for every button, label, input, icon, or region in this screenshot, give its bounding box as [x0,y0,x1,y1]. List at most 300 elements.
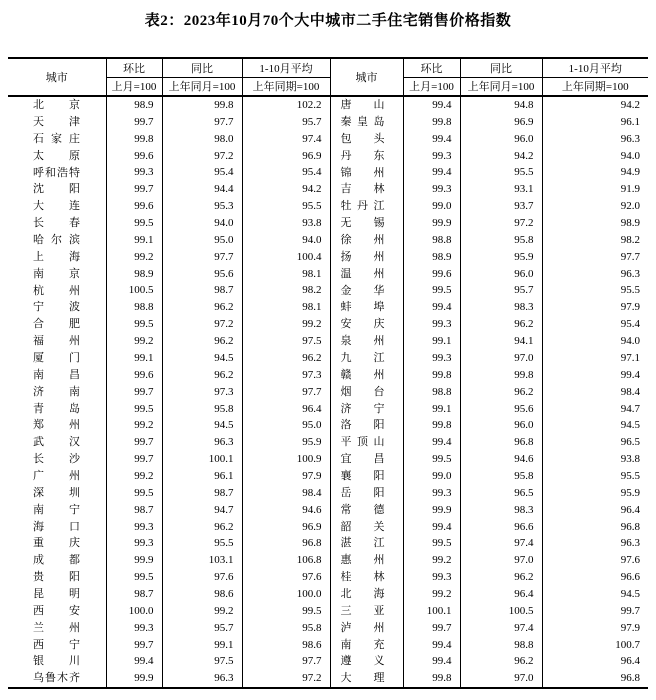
city-name: 哈 尔 滨 [33,233,80,246]
city-name: 徐 州 [340,233,385,246]
city-cell [330,434,403,451]
avg-value: 94.7 [542,400,648,417]
mom-value: 99.4 [403,653,460,670]
header-avg-base-right: 上年同期=100 [542,77,648,96]
city-name: 乌 鲁 木 齐 [33,672,80,685]
mom-value: 99.5 [403,451,460,468]
mom-value: 99.3 [106,535,162,552]
city-cell [8,670,106,688]
avg-value: 94.0 [542,148,648,165]
city-cell [330,198,403,215]
mom-value: 99.7 [106,434,162,451]
table-row [8,603,648,620]
header-avg-base-left: 上年同期=100 [242,77,330,96]
city-name: 九 江 [340,351,385,364]
header-mom-right: 环比 [403,58,460,77]
mom-value: 99.7 [403,620,460,637]
avg-value: 106.8 [242,552,330,569]
avg-value: 100.9 [242,451,330,468]
city-cell [8,552,106,569]
city-cell [8,316,106,333]
avg-value: 99.4 [542,367,648,384]
city-cell [330,299,403,316]
yoy-value: 98.6 [162,586,242,603]
mom-value: 99.2 [403,552,460,569]
city-name: 无 锡 [340,217,385,230]
city-name: 深 圳 [33,486,80,499]
yoy-value: 95.8 [460,232,542,249]
mom-value: 98.9 [106,266,162,283]
mom-value: 99.0 [403,468,460,485]
mom-value: 98.8 [106,299,162,316]
city-cell [330,266,403,283]
yoy-value: 96.2 [162,333,242,350]
header-yoy-left: 同比 [162,58,242,77]
avg-value: 97.9 [242,468,330,485]
city-name: 北 京 [33,99,80,112]
city-name: 呼 和 浩 特 [33,166,80,179]
city-cell [8,637,106,654]
mom-value: 99.9 [403,502,460,519]
avg-value: 97.9 [542,620,648,637]
city-cell [8,451,106,468]
city-name: 锦 州 [340,166,385,179]
avg-value: 95.0 [242,417,330,434]
mom-value: 99.4 [403,434,460,451]
city-cell [8,164,106,181]
table-row [8,518,648,535]
city-name: 湛 江 [340,537,385,550]
city-name: 襄 阳 [340,469,385,482]
yoy-value: 97.0 [460,552,542,569]
mom-value: 98.8 [403,232,460,249]
city-name: 济 宁 [340,402,385,415]
mom-value: 99.6 [106,198,162,215]
yoy-value: 97.2 [162,148,242,165]
city-name: 贵 阳 [33,571,80,584]
city-name: 大 理 [340,672,385,685]
yoy-value: 95.0 [162,232,242,249]
avg-value: 93.8 [242,215,330,232]
city-name: 海 口 [33,520,80,533]
avg-value: 97.5 [242,333,330,350]
yoy-value: 95.4 [162,164,242,181]
city-cell [330,502,403,519]
mom-value: 99.4 [403,96,460,114]
avg-value: 96.3 [542,266,648,283]
yoy-value: 96.3 [162,434,242,451]
mom-value: 99.1 [106,350,162,367]
yoy-value: 96.5 [460,485,542,502]
city-cell [8,148,106,165]
city-cell [8,400,106,417]
table-row [8,266,648,283]
city-cell [330,350,403,367]
mom-value: 99.9 [106,552,162,569]
table-header [8,58,648,96]
mom-value: 99.6 [106,367,162,384]
yoy-value: 99.8 [162,96,242,114]
avg-value: 97.6 [542,552,648,569]
mom-value: 100.5 [106,282,162,299]
city-cell [330,131,403,148]
mom-value: 99.3 [106,620,162,637]
mom-value: 99.5 [106,569,162,586]
city-name: 泉 州 [340,335,385,348]
city-cell [8,586,106,603]
mom-value: 99.0 [403,198,460,215]
city-name: 泸 州 [340,621,385,634]
city-cell [8,502,106,519]
mom-value: 98.8 [403,384,460,401]
city-name: 昆 明 [33,587,80,600]
yoy-value: 96.0 [460,131,542,148]
avg-value: 96.9 [242,518,330,535]
avg-value: 99.2 [242,316,330,333]
mom-value: 99.2 [106,249,162,266]
mom-value: 99.3 [403,569,460,586]
city-cell [330,333,403,350]
city-cell [330,215,403,232]
city-name: 南 昌 [33,368,80,381]
table-row [8,620,648,637]
avg-value: 98.6 [242,637,330,654]
avg-value: 96.8 [542,670,648,688]
table-row [8,485,648,502]
city-name: 遵 义 [340,655,385,668]
city-name: 宁 波 [33,301,80,314]
city-name: 青 岛 [33,402,80,415]
city-cell [330,637,403,654]
avg-value: 94.9 [542,164,648,181]
avg-value: 96.8 [542,518,648,535]
city-name: 银 川 [33,655,80,668]
city-cell [8,215,106,232]
city-cell [8,569,106,586]
mom-value: 99.4 [403,637,460,654]
city-cell [8,266,106,283]
mom-value: 100.0 [106,603,162,620]
yoy-value: 96.0 [460,266,542,283]
avg-value: 96.3 [542,535,648,552]
city-name: 长 春 [33,217,80,230]
table-title: 表2：2023年10月70个大中城市二手住宅销售价格指数 [144,13,512,29]
city-name: 石 家 庄 [33,132,80,145]
city-name: 赣 州 [340,368,385,381]
city-name: 金 华 [340,284,385,297]
yoy-value: 97.6 [162,569,242,586]
mom-value: 99.5 [106,400,162,417]
avg-value: 95.8 [242,620,330,637]
city-name: 西 安 [33,604,80,617]
city-name: 惠 州 [340,554,385,567]
mom-value: 99.4 [106,653,162,670]
mom-value: 99.2 [106,333,162,350]
mom-value: 99.6 [403,266,460,283]
yoy-value: 97.2 [162,316,242,333]
mom-value: 99.3 [403,148,460,165]
avg-value: 94.5 [542,417,648,434]
avg-value: 97.2 [242,670,330,688]
mom-value: 99.5 [106,316,162,333]
avg-value: 94.0 [542,333,648,350]
yoy-value: 96.0 [460,417,542,434]
city-name: 烟 台 [340,385,385,398]
city-cell [330,620,403,637]
yoy-value: 95.8 [162,400,242,417]
mom-value: 99.8 [403,114,460,131]
yoy-value: 94.2 [460,148,542,165]
table-body [8,96,648,688]
city-cell [8,282,106,299]
avg-value: 95.5 [542,282,648,299]
city-cell [330,164,403,181]
table-row [8,552,648,569]
city-name: 天 津 [33,115,80,128]
table-row [8,316,648,333]
avg-value: 95.9 [542,485,648,502]
mom-value: 99.2 [106,468,162,485]
table-row [8,333,648,350]
mom-value: 99.5 [403,282,460,299]
avg-value: 94.0 [242,232,330,249]
city-cell [330,249,403,266]
city-cell [330,552,403,569]
city-cell [330,384,403,401]
yoy-value: 98.3 [460,502,542,519]
avg-value: 95.9 [242,434,330,451]
avg-value: 94.5 [542,586,648,603]
price-index-table [8,57,648,689]
table-row [8,232,648,249]
city-cell [8,367,106,384]
table-row [8,96,648,114]
mom-value: 99.4 [403,518,460,535]
avg-value: 96.4 [542,502,648,519]
city-cell [8,299,106,316]
header-yoy-base-left: 上年同月=100 [162,77,242,96]
table-row [8,148,648,165]
city-cell [330,96,403,114]
city-name: 杭 州 [33,284,80,297]
mom-value: 99.7 [106,181,162,198]
avg-value: 95.7 [242,114,330,131]
mom-value: 99.6 [106,148,162,165]
avg-value: 96.6 [542,569,648,586]
table-row [8,670,648,688]
table-row [8,502,648,519]
city-name: 武 汉 [33,436,80,449]
yoy-value: 96.1 [162,468,242,485]
yoy-value: 96.2 [460,316,542,333]
avg-value: 98.4 [542,384,648,401]
city-name: 大 连 [33,200,80,213]
mom-value: 99.2 [106,417,162,434]
avg-value: 98.2 [242,282,330,299]
yoy-value: 96.6 [460,518,542,535]
yoy-value: 93.1 [460,181,542,198]
city-name: 安 庆 [340,318,385,331]
yoy-value: 95.7 [460,282,542,299]
header-city-left: 城市 [8,58,106,96]
header-mom-left: 环比 [106,58,162,77]
yoy-value: 96.8 [460,434,542,451]
yoy-value: 95.8 [460,468,542,485]
city-cell [330,181,403,198]
mom-value: 99.5 [106,215,162,232]
city-name: 南 充 [340,638,385,651]
avg-value: 96.8 [242,535,330,552]
yoy-value: 100.1 [162,451,242,468]
header-mom-base-left: 上月=100 [106,77,162,96]
city-cell [8,518,106,535]
avg-value: 97.3 [242,367,330,384]
city-name: 福 州 [33,335,80,348]
city-name: 桂 林 [340,571,385,584]
yoy-value: 96.2 [162,299,242,316]
table-row [8,350,648,367]
city-cell [330,603,403,620]
city-name: 南 京 [33,267,80,280]
mom-value: 99.4 [403,299,460,316]
table-row [8,215,648,232]
yoy-value: 98.0 [162,131,242,148]
header-row-1 [8,58,648,77]
yoy-value: 95.6 [460,400,542,417]
city-name: 郑 州 [33,419,80,432]
city-name: 成 都 [33,554,80,567]
avg-value: 95.4 [242,164,330,181]
city-cell [330,417,403,434]
city-cell [330,535,403,552]
yoy-value: 100.5 [460,603,542,620]
mom-value: 99.2 [403,586,460,603]
mom-value: 99.1 [106,232,162,249]
table-row [8,181,648,198]
mom-value: 98.7 [106,502,162,519]
avg-value: 100.0 [242,586,330,603]
city-name: 广 州 [33,469,80,482]
city-name: 太 原 [33,149,80,162]
avg-value: 100.7 [542,637,648,654]
yoy-value: 95.5 [460,164,542,181]
yoy-value: 95.6 [162,266,242,283]
header-yoy-right: 同比 [460,58,542,77]
mom-value: 99.1 [403,333,460,350]
yoy-value: 98.7 [162,282,242,299]
city-cell [8,333,106,350]
avg-value: 100.4 [242,249,330,266]
mom-value: 99.4 [403,164,460,181]
city-cell [330,569,403,586]
table-row [8,400,648,417]
city-cell [330,232,403,249]
city-cell [8,620,106,637]
city-name: 沈 阳 [33,183,80,196]
avg-value: 96.4 [542,653,648,670]
table-row [8,198,648,215]
city-name: 包 头 [340,132,385,145]
city-name: 唐 山 [340,99,385,112]
mom-value: 99.3 [106,164,162,181]
city-name: 蚌 埠 [340,301,385,314]
city-cell [330,586,403,603]
mom-value: 99.3 [403,350,460,367]
table-row [8,249,648,266]
yoy-value: 99.8 [460,367,542,384]
city-cell [8,131,106,148]
avg-value: 95.5 [242,198,330,215]
city-name: 上 海 [33,250,80,263]
mom-value: 98.9 [403,249,460,266]
yoy-value: 98.3 [460,299,542,316]
city-cell [8,350,106,367]
city-name: 南 宁 [33,503,80,516]
avg-value: 98.4 [242,485,330,502]
mom-value: 99.9 [403,215,460,232]
city-cell [330,653,403,670]
mom-value: 99.7 [106,451,162,468]
avg-value: 98.1 [242,266,330,283]
yoy-value: 95.5 [162,535,242,552]
city-cell [8,198,106,215]
yoy-value: 98.7 [162,485,242,502]
city-cell [8,603,106,620]
mom-value: 99.8 [403,367,460,384]
table-row [8,164,648,181]
city-name: 秦 皇 岛 [340,115,385,128]
city-name: 扬 州 [340,250,385,263]
avg-value: 94.2 [242,181,330,198]
yoy-value: 97.0 [460,670,542,688]
mom-value: 99.9 [106,670,162,688]
city-cell [330,485,403,502]
avg-value: 97.1 [542,350,648,367]
avg-value: 98.1 [242,299,330,316]
avg-value: 94.6 [242,502,330,519]
mom-value: 99.8 [106,131,162,148]
table-row [8,434,648,451]
yoy-value: 97.4 [460,535,542,552]
avg-value: 99.7 [542,603,648,620]
table-row [8,468,648,485]
table-row [8,282,648,299]
mom-value: 99.5 [403,535,460,552]
city-name: 合 肥 [33,318,80,331]
city-cell [330,148,403,165]
city-cell [8,434,106,451]
city-name: 洛 阳 [340,419,385,432]
mom-value: 99.3 [106,518,162,535]
city-name: 宜 昌 [340,453,385,466]
header-mom-base-right: 上月=100 [403,77,460,96]
yoy-value: 93.7 [460,198,542,215]
yoy-value: 103.1 [162,552,242,569]
avg-value: 98.9 [542,215,648,232]
yoy-value: 97.4 [460,620,542,637]
city-name: 常 德 [340,503,385,516]
avg-value: 96.5 [542,434,648,451]
city-name: 温 州 [340,267,385,280]
mom-value: 99.3 [403,316,460,333]
yoy-value: 97.5 [162,653,242,670]
mom-value: 99.3 [403,181,460,198]
city-cell [8,249,106,266]
avg-value: 99.5 [242,603,330,620]
yoy-value: 95.9 [460,249,542,266]
city-name: 牡 丹 江 [340,200,385,213]
yoy-value: 97.7 [162,249,242,266]
